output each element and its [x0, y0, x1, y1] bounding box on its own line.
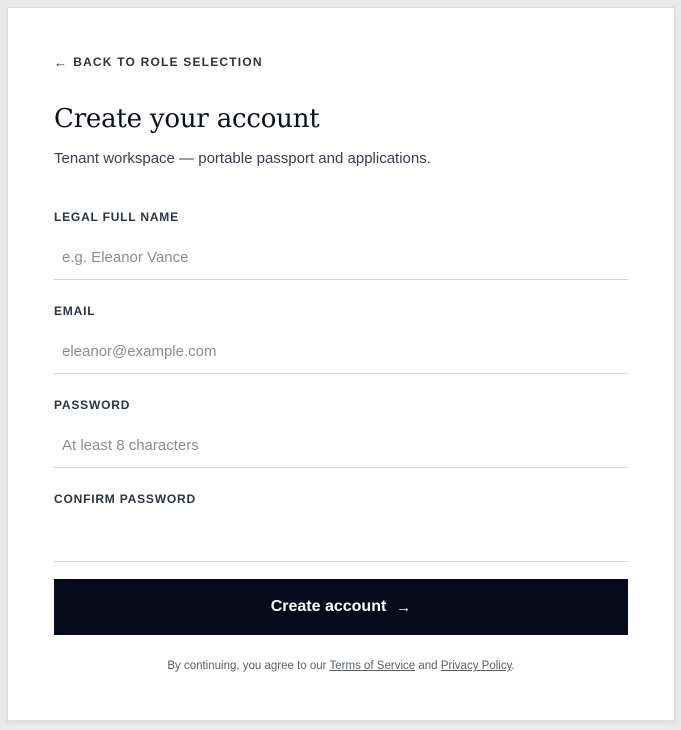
password-input[interactable]: [54, 424, 628, 468]
email-label: EMAIL: [54, 304, 96, 318]
confirm-password-input[interactable]: [54, 518, 628, 562]
legal-and: and: [418, 660, 438, 672]
back-link-label: BACK TO ROLE SELECTION: [73, 55, 263, 69]
full-name-field-group: [54, 210, 628, 280]
terms-of-service-link[interactable]: Terms of Service: [329, 660, 416, 672]
confirm-password-label: CONFIRM PASSWORD: [54, 492, 196, 506]
create-account-label: Create account: [270, 598, 387, 615]
page-subtitle: Tenant workspace — portable passport and applications.: [54, 150, 431, 167]
legal-prefix: By continuing, you agree to our: [167, 660, 327, 672]
arrow-right-icon: →: [396, 598, 412, 616]
confirm-password-field-group: [54, 492, 628, 562]
back-to-role-selection-link[interactable]: [54, 55, 263, 69]
arrow-left-icon: ←: [54, 54, 69, 70]
privacy-policy-link[interactable]: Privacy Policy: [440, 660, 512, 672]
password-field-group: [54, 398, 628, 468]
page-title: Create your account: [54, 104, 320, 134]
legal-notice: [54, 660, 628, 672]
password-label: PASSWORD: [54, 398, 131, 412]
full-name-label: LEGAL FULL NAME: [54, 210, 179, 224]
legal-suffix: .: [511, 660, 515, 672]
create-account-button[interactable]: [54, 579, 628, 635]
signup-card: [7, 7, 675, 721]
full-name-input[interactable]: [54, 236, 628, 280]
email-field-group: [54, 304, 628, 374]
email-input[interactable]: [54, 330, 628, 374]
